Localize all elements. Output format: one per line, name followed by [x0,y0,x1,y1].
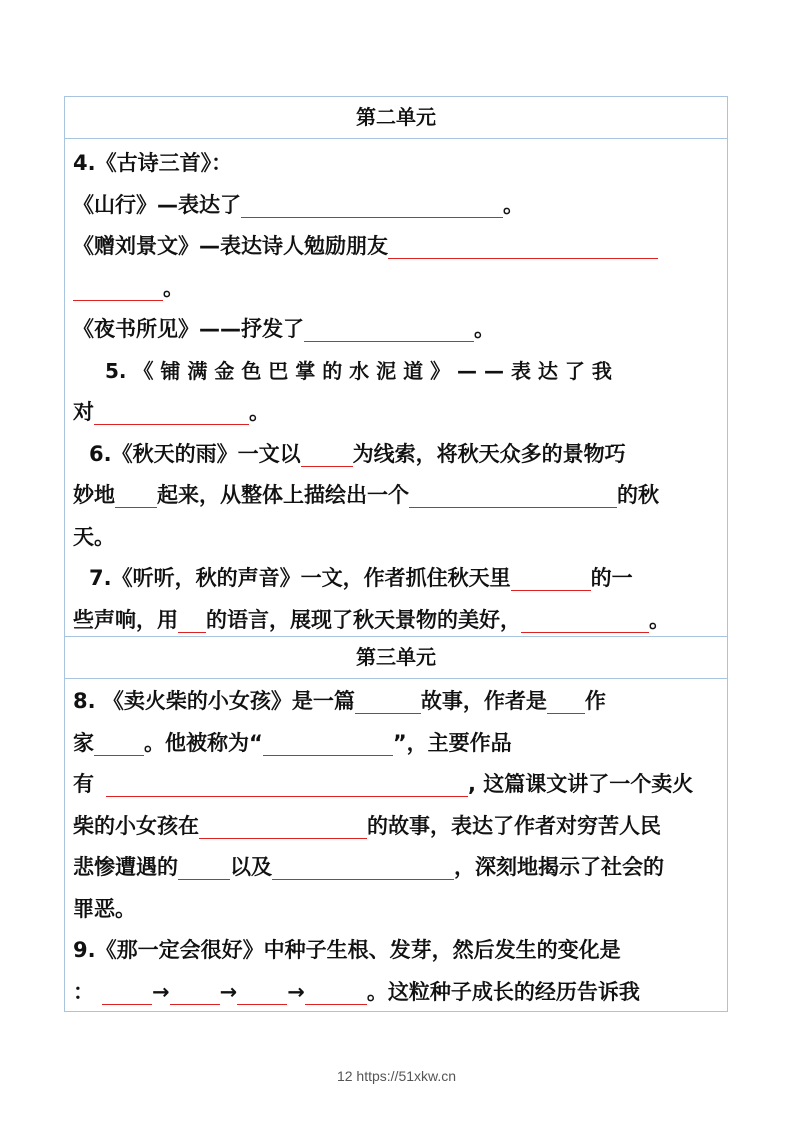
question-8: 8. 《卖火柴的小女孩》是一篇 故事，作者是 作 [73,681,719,723]
answer-blank[interactable] [301,436,353,467]
answer-blank[interactable] [263,725,393,756]
question-4-heading: 4.《古诗三首》： [73,151,233,175]
question-7: 7.《听听，秋的声音》一文，作者抓住秋天里 的一 [73,558,719,600]
question-7-cont: 些声响，用 的语言，展现了秋天景物的美好， 。 [73,600,719,637]
question-9-cont: ： → → → 。这粒种子成长的经历告诉我 [73,972,719,1012]
question-8-line-3: 有 , 这篇课文讲了一个卖火 [73,764,719,806]
answer-blank[interactable] [272,849,454,880]
answer-blank[interactable] [355,683,421,714]
answer-blank[interactable] [521,602,649,633]
answer-blank[interactable] [178,849,230,880]
page-number: 12 [336,1068,353,1084]
question-6-end: 天。 [73,524,115,549]
answer-blank[interactable] [241,187,503,218]
answer-blank[interactable] [94,725,144,756]
answer-blank[interactable] [388,228,658,259]
question-5-cont: 对 。 [73,392,719,434]
question-8-line-2: 家 。他被称为“ ”，主要作品 [73,723,719,765]
arrow-icon: → [287,979,305,1004]
footer-url[interactable]: https://51xkw.cn [356,1068,457,1084]
arrow-icon: → [152,979,170,1004]
question-5: 5. 《 铺 满 金 色 巴 掌 的 水 泥 道 》 — — 表 达 了 我 [105,358,612,383]
arrow-icon: → [219,979,238,1004]
unit-3-content [65,679,727,1011]
question-8-line-5: 悲惨遭遇的 以及 ，深刻地揭示了社会的 [73,847,719,889]
unit-2-content [65,139,727,636]
answer-blank[interactable] [94,394,249,425]
answer-blank[interactable] [73,270,163,301]
answer-blank[interactable] [237,974,287,1005]
question-4-yeshu: 《夜书所见》——抒发了 。 [73,309,719,351]
answer-blank[interactable] [115,477,157,508]
question-6: 6.《秋天的雨》一文以 为线索，将秋天众多的景物巧 [73,434,719,476]
question-8-line-4: 柴的小女孩在 的故事，表达了作者对穷苦人民 [73,806,719,848]
answer-blank[interactable] [170,974,220,1005]
question-4-zengliu-cont: 。 [73,268,719,310]
answer-blank[interactable] [547,683,585,714]
question-4-shanxing: 《山行》—表达了 。 [73,185,719,227]
answer-blank[interactable] [511,560,591,591]
question-6-cont: 妙地 起来，从整体上描绘出一个 的秋 [73,475,719,517]
answer-blank[interactable] [102,974,152,1005]
answer-blank[interactable] [305,974,367,1005]
page-footer [0,1068,793,1084]
section-title-unit-3: 第三单元 [65,636,727,679]
worksheet-table [64,96,728,1012]
question-8-end: 罪恶。 [73,896,136,921]
answer-blank[interactable] [106,766,468,797]
answer-blank[interactable] [199,808,367,839]
section-title-unit-2: 第二单元 [65,97,727,139]
answer-blank[interactable] [178,602,206,633]
question-4-zengliu: 《赠刘景文》—表达诗人勉励朋友 [73,226,719,268]
answer-blank[interactable] [304,311,474,342]
question-9: 9.《那一定会很好》中种子生根、发芽，然后发生的变化是 [73,938,621,962]
answer-blank[interactable] [409,477,617,508]
